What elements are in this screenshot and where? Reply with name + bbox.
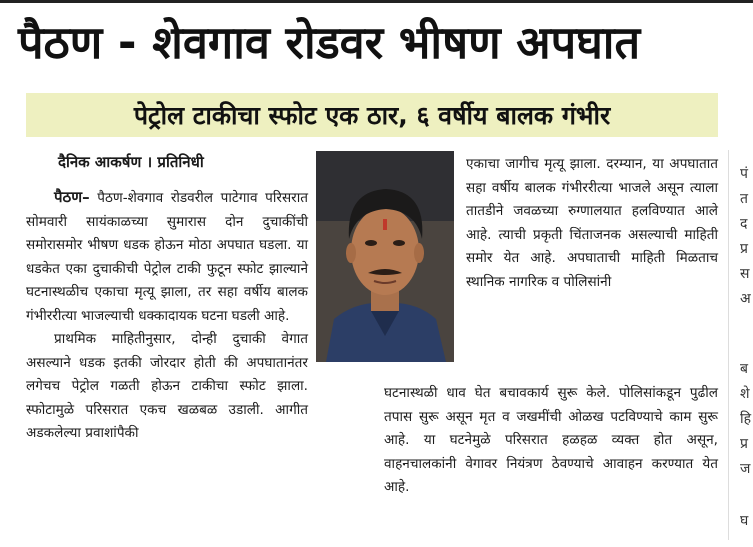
paragraph-2: प्राथमिक माहितीनुसार, दोन्ही दुचाकी वेगात असल्याने धडक इतकी जोरदार होती की अपघातानंतर लगेचच पेट्रोल गळती होऊन टाकीचा स्फोट झाला. स्फोटामुळे परिसरात एकच खळबळ उडाली. आगीत अडकलेल्या प्रवाशांपैकी [26, 331, 308, 441]
dateline: पैठण– [54, 188, 90, 206]
fragment-line: त [740, 191, 748, 207]
article-column-2-lower: घटनास्थळी धाव घेत बचावकार्य सुरू केले. पोलिसांकडून पुढील तपास सुरू असून मृत व जखमींची ओळख पटविण्याचे काम सुरू आहे. या घटनेमुळे परिसरात हळहळ व्यक्त होत असून, वाहनचालकांनी वेगावर नियंत्रण ठेवण्याचे आवाहन करण्यात येत आहे. [384, 385, 718, 495]
fragment-line: प्र [740, 241, 748, 257]
fragment-line: द [740, 216, 748, 232]
subheadline-banner [26, 93, 718, 137]
person-photo [316, 151, 454, 362]
person-portrait-image [316, 151, 454, 362]
headline: पैठण - शेवगाव रोडवर भीषण अपघात [18, 16, 641, 69]
paragraph-1-body: पैठण-शेवगाव रोडवरील पाटेगाव परिसरात सोमवारी सायंकाळच्या सुमारास दोन दुचाकींची समोरासमोर भीषण धडक होऊन मोठा अपघात घडला. या धडकेत एका दुचाकीची पेट्रोल टाकी फुटून स्फोट झाल्याने घटनास्थळीच एकाचा मृत्यू झाला, तर सहा वर्षीय बालक गंभीररीत्या भाजल्याची धक्कादायक घटना घडली आहे. [26, 190, 308, 324]
fragment-line: पं [740, 166, 748, 182]
article-column-2-upper: एकाचा जागीच मृत्यू झाला. दरम्यान, या अपघातात सहा वर्षीय बालक गंभीररीत्या भाजले असून त्याला तातडीने जवळच्या रुग्णालयात हलविण्यात आले आहे. त्याची प्रकृती चिंताजनक असल्याची माहिती समोर येत आहे. अपघाताची माहिती मिळताच स्थानिक नागरिक व पोलिसांनी [466, 156, 718, 290]
column-divider [728, 150, 729, 540]
fragment-line: ज [740, 461, 751, 477]
fragment-line: हि [740, 411, 752, 427]
adjacent-article-fragment [732, 0, 753, 547]
fragment-line: स [740, 266, 750, 282]
subheadline: पेट्रोल टाकीचा स्फोट एक ठार, ६ वर्षीय बालक गंभीर [133, 101, 611, 130]
fragment-line: घ [740, 513, 749, 529]
fragment-line: अ [740, 291, 751, 307]
article-column-1 [26, 186, 308, 446]
paragraph-1 [26, 186, 308, 328]
top-rule [0, 0, 753, 3]
fragment-line: शे [740, 386, 750, 402]
fragment-line: प्र [740, 436, 748, 452]
fragment-line: ब [740, 361, 748, 377]
byline: दैनिक आकर्षण । प्रतिनिधी [58, 153, 204, 171]
